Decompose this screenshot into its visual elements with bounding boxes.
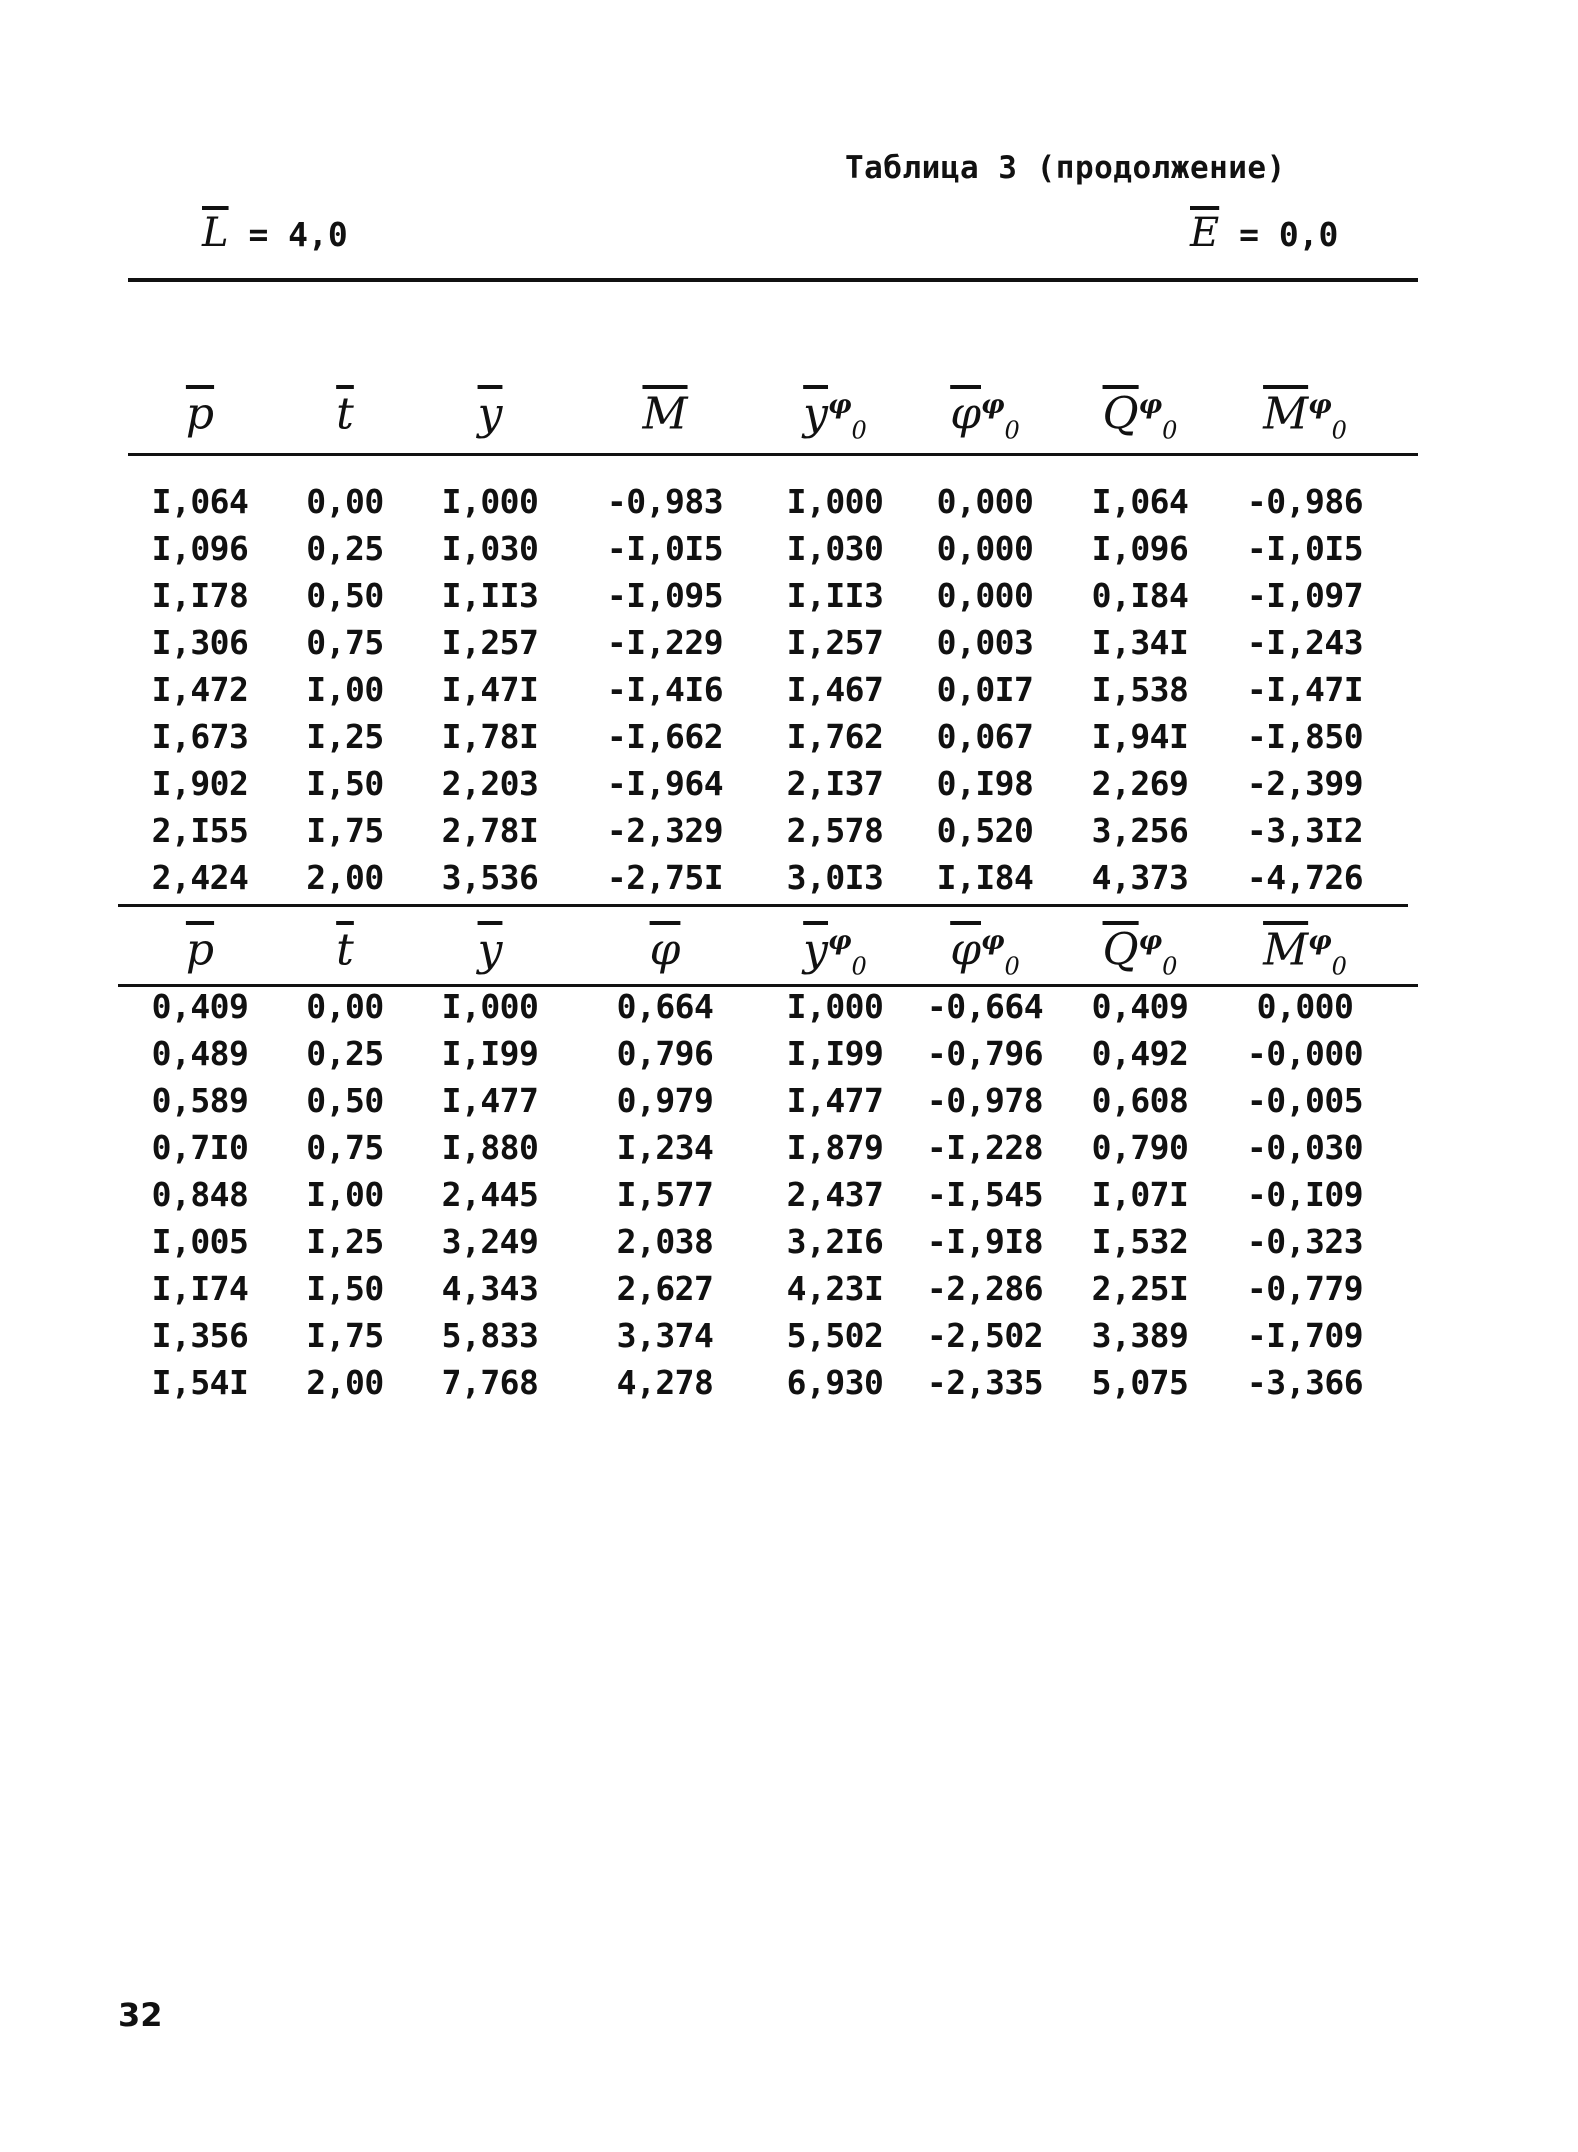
param-e-value: = 0,0: [1239, 215, 1339, 254]
table-cell: I,257: [441, 623, 539, 662]
table2-header-cell: $\overline{Q}^\varphi_0$: [1102, 924, 1178, 981]
table-cell: -I,243: [1246, 623, 1364, 662]
table-cell: 5,833: [441, 1316, 539, 1355]
table-separator-rule: [118, 904, 1408, 907]
table-cell: 0,664: [616, 987, 714, 1026]
table-cell: I,I74: [151, 1269, 249, 1308]
table-cell: 0,25: [306, 529, 384, 568]
table2-header-cell: $\overline{\varphi}^\varphi_0$: [950, 924, 1020, 981]
table-cell: I,096: [151, 529, 249, 568]
table-cell: I,34I: [1091, 623, 1189, 662]
table-cell: I,030: [441, 529, 539, 568]
table-cell: 0,000: [936, 482, 1034, 521]
table-cell: I,I99: [786, 1034, 884, 1073]
table-caption: Таблица 3 (продолжение): [845, 150, 1286, 186]
table-cell: 0,I84: [1091, 576, 1189, 615]
table-cell: 4,23I: [786, 1269, 884, 1308]
table-cell: I,880: [441, 1128, 539, 1167]
table-cell: -0,030: [1246, 1128, 1364, 1167]
table-cell: I,94I: [1091, 717, 1189, 756]
param-l-value: = 4,0: [248, 215, 348, 254]
table-cell: 0,848: [151, 1175, 249, 1214]
table-cell: 3,256: [1091, 811, 1189, 850]
table1-header-cell: $\overline{Q}^\varphi_0$: [1102, 388, 1178, 445]
table-cell: I,064: [1091, 482, 1189, 521]
table-cell: -3,3I2: [1246, 811, 1364, 850]
table-cell: 0,520: [936, 811, 1034, 850]
table-cell: 0,003: [936, 623, 1034, 662]
table-cell: -4,726: [1246, 858, 1364, 897]
table-cell: 0,589: [151, 1081, 249, 1120]
table-cell: 0,000: [1256, 987, 1354, 1026]
table-cell: 3,374: [616, 1316, 714, 1355]
table-cell: 4,278: [616, 1363, 714, 1402]
table-cell: 2,203: [441, 764, 539, 803]
table-cell: I,096: [1091, 529, 1189, 568]
table-cell: -2,329: [606, 811, 724, 850]
table-cell: 4,373: [1091, 858, 1189, 897]
table-cell: 0,409: [151, 987, 249, 1026]
table-cell: -0,005: [1246, 1081, 1364, 1120]
table-cell: 2,25I: [1091, 1269, 1189, 1308]
table-cell: 0,067: [936, 717, 1034, 756]
param-e: [1190, 210, 1338, 256]
table-cell: -0,983: [606, 482, 724, 521]
table-cell: I,I99: [441, 1034, 539, 1073]
table-cell: 4,343: [441, 1269, 539, 1308]
table2-header-cell: $\overline{t}$: [336, 924, 354, 976]
table-cell: -I,47I: [1246, 670, 1364, 709]
table-cell: 2,437: [786, 1175, 884, 1214]
table-cell: 0,00: [306, 482, 384, 521]
table-cell: 2,I55: [151, 811, 249, 850]
table-cell: -0,986: [1246, 482, 1364, 521]
table-cell: I,75: [306, 811, 384, 850]
table-cell: -2,286: [926, 1269, 1044, 1308]
table2-header-cell: $\overline{y}$: [477, 924, 503, 976]
table-cell: I,50: [306, 1269, 384, 1308]
table-cell: 2,578: [786, 811, 884, 850]
table-cell: 6,930: [786, 1363, 884, 1402]
table-cell: 2,038: [616, 1222, 714, 1261]
table-cell: 7,768: [441, 1363, 539, 1402]
table-cell: I,78I: [441, 717, 539, 756]
table-cell: I,I78: [151, 576, 249, 615]
table-cell: I,II3: [786, 576, 884, 615]
table-cell: -2,399: [1246, 764, 1364, 803]
table2-header-cell: $\overline{M}^\varphi_0$: [1263, 924, 1347, 981]
table1-header-cell: $\overline{p}$: [185, 388, 215, 440]
table-cell: -0,664: [926, 987, 1044, 1026]
table-cell: 3,249: [441, 1222, 539, 1261]
table-cell: 3,0I3: [786, 858, 884, 897]
table-cell: -I,964: [606, 764, 724, 803]
table-cell: -I,229: [606, 623, 724, 662]
table-cell: I,902: [151, 764, 249, 803]
page-number: 32: [118, 1996, 163, 2034]
table-cell: I,030: [786, 529, 884, 568]
table-cell: -I,4I6: [606, 670, 724, 709]
table-cell: I,467: [786, 670, 884, 709]
table-cell: I,50: [306, 764, 384, 803]
table-cell: I,306: [151, 623, 249, 662]
table2-header-cell: $\overline{y}^\varphi_0$: [803, 924, 867, 981]
table-cell: 0,50: [306, 576, 384, 615]
table-cell: -3,366: [1246, 1363, 1364, 1402]
table-cell: I,472: [151, 670, 249, 709]
table1-header-rule: [128, 453, 1418, 456]
table-cell: I,532: [1091, 1222, 1189, 1261]
table-cell: I,47I: [441, 670, 539, 709]
table1-header-cell: $\overline{M}^\varphi_0$: [1263, 388, 1347, 445]
table-cell: I,I84: [936, 858, 1034, 897]
param-l: [202, 210, 348, 256]
table-cell: -I,709: [1246, 1316, 1364, 1355]
table-cell: I,00: [306, 1175, 384, 1214]
table-cell: -0,779: [1246, 1269, 1364, 1308]
table-cell: -I,0I5: [606, 529, 724, 568]
param-l-symbol: $\overline{L}$: [202, 210, 229, 256]
table-cell: 0,979: [616, 1081, 714, 1120]
table-cell: -2,75I: [606, 858, 724, 897]
table-cell: 2,627: [616, 1269, 714, 1308]
table-cell: I,538: [1091, 670, 1189, 709]
table-cell: 0,790: [1091, 1128, 1189, 1167]
table-cell: 3,389: [1091, 1316, 1189, 1355]
table-cell: I,477: [441, 1081, 539, 1120]
table-cell: I,356: [151, 1316, 249, 1355]
table-cell: I,257: [786, 623, 884, 662]
table-cell: 0,7I0: [151, 1128, 249, 1167]
table-cell: I,879: [786, 1128, 884, 1167]
table-cell: 2,00: [306, 858, 384, 897]
table-cell: 0,I98: [936, 764, 1034, 803]
table-cell: 0,50: [306, 1081, 384, 1120]
table-cell: 0,00: [306, 987, 384, 1026]
table-cell: -0,978: [926, 1081, 1044, 1120]
table-cell: 2,78I: [441, 811, 539, 850]
table-cell: 0,75: [306, 1128, 384, 1167]
table-cell: -I,095: [606, 576, 724, 615]
param-e-symbol: $\overline{E}$: [1190, 210, 1220, 256]
table1-header-cell: $\overline{\varphi}^\varphi_0$: [950, 388, 1020, 445]
table2-header-cell: $\overline{\varphi}$: [649, 924, 681, 976]
table-cell: I,75: [306, 1316, 384, 1355]
table-cell: 0,409: [1091, 987, 1189, 1026]
table-cell: 0,25: [306, 1034, 384, 1073]
table-cell: 2,424: [151, 858, 249, 897]
table-cell: -0,796: [926, 1034, 1044, 1073]
table-cell: 0,0I7: [936, 670, 1034, 709]
table-cell: I,673: [151, 717, 249, 756]
table-cell: 5,075: [1091, 1363, 1189, 1402]
table-cell: 2,I37: [786, 764, 884, 803]
top-rule: [128, 278, 1418, 282]
table-cell: I,000: [786, 482, 884, 521]
table-cell: I,07I: [1091, 1175, 1189, 1214]
table-cell: I,54I: [151, 1363, 249, 1402]
table-cell: 3,536: [441, 858, 539, 897]
table-cell: -I,097: [1246, 576, 1364, 615]
table-cell: 2,00: [306, 1363, 384, 1402]
table-cell: I,000: [441, 482, 539, 521]
table-cell: 0,75: [306, 623, 384, 662]
table2-header-cell: $\overline{p}$: [185, 924, 215, 976]
table-cell: -I,850: [1246, 717, 1364, 756]
table-cell: I,477: [786, 1081, 884, 1120]
table1-header-cell: $\overline{y}^\varphi_0$: [803, 388, 867, 445]
table-cell: -I,9I8: [926, 1222, 1044, 1261]
table-cell: I,005: [151, 1222, 249, 1261]
table-cell: I,II3: [441, 576, 539, 615]
table-cell: -0,323: [1246, 1222, 1364, 1261]
table-cell: -2,335: [926, 1363, 1044, 1402]
table-cell: -0,I09: [1246, 1175, 1364, 1214]
table-cell: -I,662: [606, 717, 724, 756]
table-cell: 0,796: [616, 1034, 714, 1073]
table-cell: I,25: [306, 717, 384, 756]
table-cell: 2,269: [1091, 764, 1189, 803]
table1-header-cell: $\overline{y}$: [477, 388, 503, 440]
table-cell: 3,2I6: [786, 1222, 884, 1261]
table-cell: 5,502: [786, 1316, 884, 1355]
table1-header-cell: $\overline{M}$: [642, 388, 688, 440]
table1-header-cell: $\overline{t}$: [336, 388, 354, 440]
table-cell: 0,608: [1091, 1081, 1189, 1120]
table-cell: -I,545: [926, 1175, 1044, 1214]
table-cell: I,000: [441, 987, 539, 1026]
table-cell: -2,502: [926, 1316, 1044, 1355]
table-cell: I,762: [786, 717, 884, 756]
table-cell: 0,000: [936, 576, 1034, 615]
table-cell: 0,000: [936, 529, 1034, 568]
table-cell: I,000: [786, 987, 884, 1026]
table-cell: -0,000: [1246, 1034, 1364, 1073]
table-cell: -I,0I5: [1246, 529, 1364, 568]
table-cell: 0,492: [1091, 1034, 1189, 1073]
table-cell: I,00: [306, 670, 384, 709]
table-cell: I,234: [616, 1128, 714, 1167]
table-cell: 0,489: [151, 1034, 249, 1073]
table-cell: 2,445: [441, 1175, 539, 1214]
table-cell: I,577: [616, 1175, 714, 1214]
table-cell: -I,228: [926, 1128, 1044, 1167]
table-cell: I,064: [151, 482, 249, 521]
table-cell: I,25: [306, 1222, 384, 1261]
